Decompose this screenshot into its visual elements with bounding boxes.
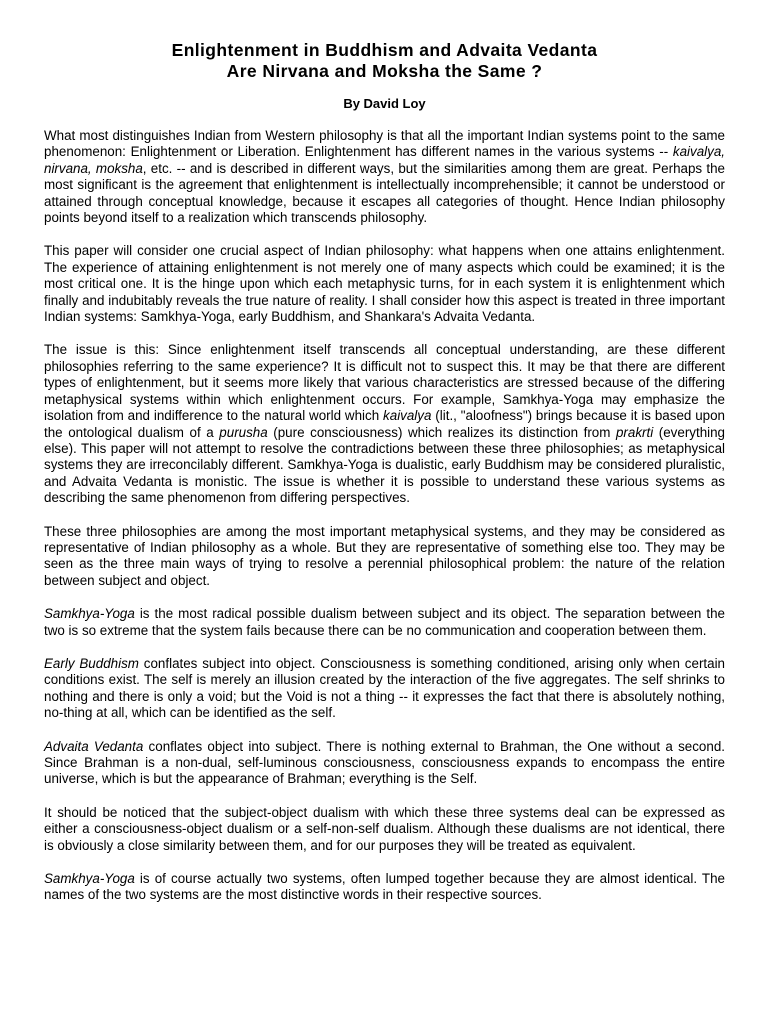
paragraph-9 xyxy=(44,871,725,904)
italic-term: kaivalya, nirvana, moksha xyxy=(44,144,725,176)
text-run: conflates subject into object. Consciousness is something conditioned, arising only when certain conditions exist. The self is merely an illusion created by the interaction of the five aggregates. The self shrinks to nothing and there is only a void; but the Void is not a thing -- it expresses the fact that there is absolutely nothing, no-thing at all, which can be identified as the self. xyxy=(44,655,725,721)
italic-term: purusha xyxy=(219,424,268,440)
text-run: (pure consciousness) which realizes its distinction from xyxy=(267,424,616,440)
paragraph-7 xyxy=(44,739,725,788)
italic-term: Samkhya-Yoga xyxy=(44,871,135,887)
italic-term: prakrti xyxy=(615,424,654,440)
title-line-2: Are Nirvana and Moksha the Same ? xyxy=(226,61,543,81)
paragraph-8: It should be noticed that the subject-object dualism with which these three systems deal can be expressed as either a consciousness-object dualism or a self-non-self dualism. Although these dualisms are not identical, there is obviously a close similarity between them, and for our purposes they will be treated as equivalent. xyxy=(44,804,725,853)
text-run: The issue is this: Since enlightenment itself transcends all conceptual understanding, are these different philosophies referring to the same experience? It is difficult not to suspect this. It may be that there are different types of enlightenment, but it seems more likely that various characteristics are stressed because of the differing metaphysical systems within which enlightenment occurs. For example, Samkhya-Yoga may emphasize the isolation from and indifference to the natural world which xyxy=(44,342,725,424)
text-run: (lit., "aloofness") brings because it is based upon the ontological dualism of a xyxy=(44,408,726,440)
text-run: conflates object into subject. There is nothing external to Brahman, the One without a second. Since Brahman is a non-dual, self-luminous consciousness, consciousness expands to encompass the entire universe, which is but the appearance of Brahman; everything is the Self. xyxy=(44,738,725,787)
text-run: , etc. -- and is described in different ways, but the similarities among them are great. Perhaps the most significant is the agreement that enlightenment is intellectually incomprehensible; it cannot be understood or attained through conceptual knowledge, because it escapes all categories of thought. Hence Indian philosophy points beyond itself to a realization which transcends philosophy. xyxy=(44,160,725,226)
text-run: (everything else). This paper will not attempt to resolve the contradictions between these three philosophies; as metaphysical systems they are irreconcilably different. Samkhya-Yoga is dualistic, early Buddhism may be considered pluralistic, and Advaita Vedanta is monistic. The issue is whether it is possible to understand these various systems as describing the same phenomenon from differing perspectives. xyxy=(44,424,726,506)
paragraph-4: These three philosophies are among the most important metaphysical systems, and they may be considered as representative of Indian philosophy as a whole. But they are representative of something else too. They may be seen as the three main ways of trying to resolve a perennial philosophical problem: the nature of the relation between subject and object. xyxy=(44,523,725,588)
italic-term: Advaita Vedanta xyxy=(44,738,144,754)
paragraph-3 xyxy=(44,342,725,506)
italic-term: Early Buddhism xyxy=(44,655,139,671)
italic-term: Samkhya-Yoga xyxy=(44,606,135,622)
text-run: is the most radical possible dualism between subject and its object. The separation between the two is so extreme that the system fails because there can be no communication and cooperation between them. xyxy=(44,606,725,638)
paragraph-5 xyxy=(44,606,725,639)
author-byline: By David Loy xyxy=(343,96,426,111)
document-page xyxy=(44,40,725,921)
italic-term: kaivalya xyxy=(383,408,432,424)
document-title xyxy=(44,40,725,82)
text-run: What most distinguishes Indian from Western philosophy is that all the important Indian systems point to the same phenomenon: Enlightenment or Liberation. Enlightenment has different names in the various systems -- xyxy=(44,128,725,160)
paragraph-1 xyxy=(44,128,725,226)
paragraph-6 xyxy=(44,656,725,722)
title-line-1: Enlightenment in Buddhism and Advaita Vedanta xyxy=(171,40,598,60)
text-run: is of course actually two systems, often lumped together because they are almost identical. The names of the two systems are the most distinctive words in their respective sources. xyxy=(44,871,725,903)
paragraph-2: This paper will consider one crucial aspect of Indian philosophy: what happens when one attains enlightenment. The experience of attaining enlightenment is not merely one of many aspects which could be examined; it is the most critical one. It is the hinge upon which each metaphysic turns, for in each system it is enlightenment which finally and indubitably reveals the true nature of reality. I shall consider how this aspect is treated in three important Indian systems: Samkhya-Yoga, early Buddhism, and Shankara's Advaita Vedanta. xyxy=(44,243,725,325)
